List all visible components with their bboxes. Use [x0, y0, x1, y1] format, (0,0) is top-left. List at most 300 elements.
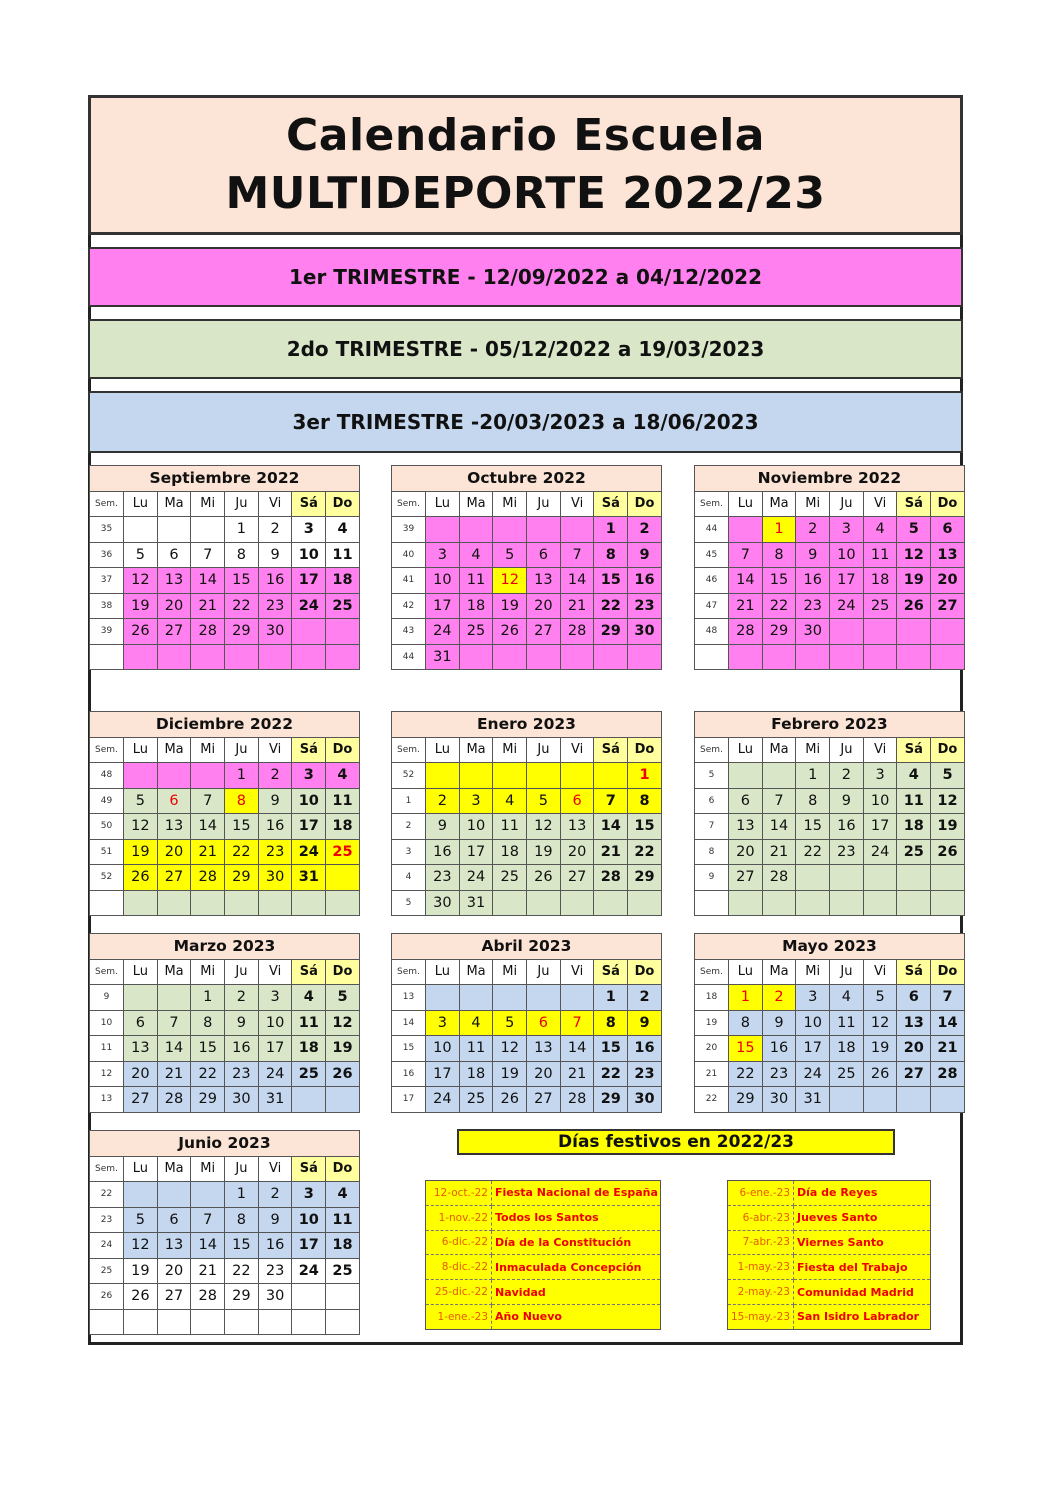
week-number: 19: [695, 1010, 729, 1036]
day-cell: 16: [258, 568, 292, 594]
week-number: 45: [695, 542, 729, 568]
month-title: Febrero 2023: [695, 712, 965, 738]
day-cell: 27: [527, 619, 561, 645]
day-cell: 9: [762, 1010, 796, 1036]
day-cell: [729, 890, 763, 916]
holidays-table-left: [425, 1180, 661, 1330]
day-cell: 27: [527, 1087, 561, 1113]
day-cell: 19: [863, 1036, 897, 1062]
week-number: 22: [90, 1182, 124, 1208]
day-cell: 24: [426, 619, 460, 645]
day-cell: 24: [459, 865, 493, 891]
week-row: [392, 890, 662, 916]
day-cell: 8: [225, 1207, 259, 1233]
day-cell: 14: [191, 1233, 225, 1259]
day-cell: 24: [292, 1258, 326, 1284]
day-cell: 8: [594, 542, 628, 568]
holiday-name: Fiesta Nacional de España: [492, 1181, 661, 1206]
day-cell: 15: [594, 568, 628, 594]
day-cell: 22: [191, 1061, 225, 1087]
day-cell: 22: [594, 1061, 628, 1087]
day-cell: 17: [459, 839, 493, 865]
day-cell: 17: [426, 1061, 460, 1087]
day-cell: 31: [796, 1087, 830, 1113]
day-cell: 29: [594, 619, 628, 645]
day-cell: [560, 517, 594, 543]
week-row: [695, 985, 965, 1011]
day-cell: 11: [493, 814, 527, 840]
week-row: [90, 593, 360, 619]
week-row: [90, 542, 360, 568]
day-cell: 10: [292, 788, 326, 814]
month-title: Marzo 2023: [90, 934, 360, 960]
day-cell: 18: [830, 1036, 864, 1062]
day-cell: [326, 1284, 360, 1310]
day-cell: 2: [426, 788, 460, 814]
day-cell: 7: [191, 788, 225, 814]
holiday-row: [426, 1280, 661, 1305]
week-row: [90, 890, 360, 916]
day-cell: [326, 865, 360, 891]
day-cell: 5: [863, 985, 897, 1011]
week-number: 47: [695, 593, 729, 619]
day-cell: 6: [729, 788, 763, 814]
holiday-name: Viernes Santo: [794, 1230, 931, 1255]
day-cell: 1: [796, 763, 830, 789]
weekday-header: Ju: [225, 959, 259, 985]
day-cell: [326, 619, 360, 645]
day-cell: 15: [225, 568, 259, 594]
week-number-header: Sem.: [695, 737, 729, 763]
day-cell: 13: [560, 814, 594, 840]
day-cell: [124, 517, 158, 543]
holiday-date: 7-abr.-23: [728, 1230, 794, 1255]
day-cell: 28: [157, 1087, 191, 1113]
day-cell: [326, 890, 360, 916]
day-cell: 22: [628, 839, 662, 865]
day-cell: 25: [292, 1061, 326, 1087]
day-cell: 26: [326, 1061, 360, 1087]
day-cell: 14: [191, 568, 225, 594]
day-cell: 29: [225, 1284, 259, 1310]
day-cell: 16: [762, 1036, 796, 1062]
day-cell: [157, 985, 191, 1011]
day-cell: 20: [560, 839, 594, 865]
day-cell: [863, 1087, 897, 1113]
day-cell: 27: [157, 1284, 191, 1310]
day-cell: 30: [258, 619, 292, 645]
day-cell: 10: [459, 814, 493, 840]
weekday-header: Ma: [459, 737, 493, 763]
day-cell: 30: [796, 619, 830, 645]
day-cell: [292, 644, 326, 670]
weekday-header: Ju: [830, 959, 864, 985]
day-cell: 4: [493, 788, 527, 814]
week-row: [392, 788, 662, 814]
day-cell: 21: [560, 593, 594, 619]
day-cell: 5: [493, 542, 527, 568]
weekday-header: Sá: [897, 959, 931, 985]
day-cell: 19: [897, 568, 931, 594]
day-cell: [326, 1309, 360, 1335]
day-cell: 16: [796, 568, 830, 594]
day-cell: 7: [560, 1010, 594, 1036]
day-cell: 23: [225, 1061, 259, 1087]
day-cell: [863, 890, 897, 916]
day-cell: 14: [560, 1036, 594, 1062]
day-cell: 23: [426, 865, 460, 891]
day-cell: 18: [326, 814, 360, 840]
day-cell: [527, 763, 561, 789]
day-cell: 29: [762, 619, 796, 645]
week-number: [90, 644, 124, 670]
day-cell: [225, 1309, 259, 1335]
week-number: 41: [392, 568, 426, 594]
week-row: [392, 593, 662, 619]
week-number: 11: [90, 1036, 124, 1062]
day-cell: 10: [796, 1010, 830, 1036]
day-cell: [124, 890, 158, 916]
day-cell: 21: [191, 593, 225, 619]
day-cell: 22: [729, 1061, 763, 1087]
holiday-name: San Isidro Labrador: [794, 1304, 931, 1329]
day-cell: 3: [796, 985, 830, 1011]
day-cell: 18: [493, 839, 527, 865]
weekday-header: Do: [931, 491, 965, 517]
day-cell: [863, 865, 897, 891]
week-row: [695, 1087, 965, 1113]
week-row: [90, 763, 360, 789]
week-number: 38: [90, 593, 124, 619]
day-cell: 19: [124, 593, 158, 619]
month-title: Octubre 2022: [392, 466, 662, 492]
weekday-header: Sá: [897, 737, 931, 763]
weekday-header: Ju: [527, 959, 561, 985]
day-cell: [863, 644, 897, 670]
weekday-header: Mi: [796, 737, 830, 763]
month-title: Mayo 2023: [695, 934, 965, 960]
day-cell: 11: [292, 1010, 326, 1036]
weekday-header: Do: [326, 1156, 360, 1182]
week-row: [695, 865, 965, 891]
day-cell: [594, 890, 628, 916]
day-cell: [560, 763, 594, 789]
day-cell: 11: [326, 788, 360, 814]
day-cell: 4: [459, 1010, 493, 1036]
day-cell: 10: [863, 788, 897, 814]
weekday-header: Ju: [830, 491, 864, 517]
week-number: 18: [695, 985, 729, 1011]
day-cell: 29: [225, 865, 259, 891]
day-cell: 8: [594, 1010, 628, 1036]
day-cell: 10: [426, 568, 460, 594]
day-cell: 14: [594, 814, 628, 840]
day-cell: 15: [729, 1036, 763, 1062]
week-number: 3: [392, 839, 426, 865]
day-cell: 11: [326, 542, 360, 568]
day-cell: [124, 644, 158, 670]
week-row: [90, 1233, 360, 1259]
day-cell: 15: [191, 1036, 225, 1062]
day-cell: 26: [931, 839, 965, 865]
weekday-header: Ma: [157, 491, 191, 517]
day-cell: 23: [258, 839, 292, 865]
day-cell: 9: [258, 788, 292, 814]
day-cell: 26: [493, 619, 527, 645]
day-cell: 5: [897, 517, 931, 543]
day-cell: 6: [157, 542, 191, 568]
weekday-header: Lu: [426, 737, 460, 763]
day-cell: [157, 1309, 191, 1335]
day-cell: 30: [426, 890, 460, 916]
day-cell: 7: [191, 1207, 225, 1233]
day-cell: 30: [225, 1087, 259, 1113]
day-cell: 22: [225, 593, 259, 619]
day-cell: [931, 890, 965, 916]
week-number: 44: [695, 517, 729, 543]
weekday-header: Sá: [292, 737, 326, 763]
day-cell: 28: [560, 619, 594, 645]
day-cell: 13: [931, 542, 965, 568]
holidays-table-right: [727, 1180, 931, 1330]
day-cell: 25: [326, 839, 360, 865]
day-cell: 4: [863, 517, 897, 543]
week-row: [392, 568, 662, 594]
weekday-header: Sá: [292, 491, 326, 517]
day-cell: 12: [493, 1036, 527, 1062]
day-cell: [292, 619, 326, 645]
weekday-header: Lu: [729, 491, 763, 517]
day-cell: 6: [527, 1010, 561, 1036]
day-cell: 1: [594, 985, 628, 1011]
weekday-header: Mi: [796, 959, 830, 985]
weekday-header: Vi: [560, 737, 594, 763]
day-cell: 12: [124, 814, 158, 840]
day-cell: 28: [191, 1284, 225, 1310]
day-cell: [729, 763, 763, 789]
day-cell: [326, 644, 360, 670]
month-title: Diciembre 2022: [90, 712, 360, 738]
day-cell: 11: [326, 1207, 360, 1233]
day-cell: [157, 517, 191, 543]
day-cell: [459, 763, 493, 789]
holiday-row: [728, 1205, 931, 1230]
day-cell: 17: [258, 1036, 292, 1062]
day-cell: 27: [931, 593, 965, 619]
weekday-header: Do: [326, 737, 360, 763]
holiday-date: 6-ene.-23: [728, 1181, 794, 1206]
week-row: [90, 1309, 360, 1335]
day-cell: [157, 763, 191, 789]
week-number: 6: [695, 788, 729, 814]
day-cell: 12: [326, 1010, 360, 1036]
trimester-3-banner: 3er TRIMESTRE -20/03/2023 a 18/06/2023: [88, 391, 963, 453]
week-number: 24: [90, 1233, 124, 1259]
day-cell: 28: [762, 865, 796, 891]
month-title: Noviembre 2022: [695, 466, 965, 492]
day-cell: 16: [628, 1036, 662, 1062]
day-cell: 10: [426, 1036, 460, 1062]
day-cell: 8: [796, 788, 830, 814]
day-cell: 13: [157, 568, 191, 594]
day-cell: 7: [762, 788, 796, 814]
holiday-name: Inmaculada Concepción: [492, 1255, 661, 1280]
day-cell: [897, 1087, 931, 1113]
day-cell: 6: [157, 1207, 191, 1233]
holiday-row: [728, 1255, 931, 1280]
weekday-header: Do: [326, 959, 360, 985]
day-cell: 3: [426, 542, 460, 568]
weekday-header: Ju: [225, 1156, 259, 1182]
week-row: [392, 763, 662, 789]
day-cell: 11: [830, 1010, 864, 1036]
week-number: 52: [392, 763, 426, 789]
week-number: 21: [695, 1061, 729, 1087]
day-cell: 12: [124, 1233, 158, 1259]
holiday-row: [728, 1304, 931, 1329]
day-cell: 21: [931, 1036, 965, 1062]
day-cell: 2: [796, 517, 830, 543]
day-cell: 18: [326, 568, 360, 594]
day-cell: 22: [225, 1258, 259, 1284]
week-number: 9: [90, 985, 124, 1011]
week-number: 9: [695, 865, 729, 891]
day-cell: [863, 619, 897, 645]
day-cell: 21: [191, 839, 225, 865]
weekday-header: Vi: [863, 491, 897, 517]
day-cell: [560, 644, 594, 670]
day-cell: [796, 644, 830, 670]
week-row: [90, 644, 360, 670]
day-cell: 9: [258, 542, 292, 568]
week-row: [90, 1207, 360, 1233]
week-row: [392, 1061, 662, 1087]
day-cell: [527, 985, 561, 1011]
day-cell: [830, 644, 864, 670]
day-cell: 23: [258, 1258, 292, 1284]
week-number: 5: [392, 890, 426, 916]
day-cell: [191, 517, 225, 543]
day-cell: [326, 1087, 360, 1113]
day-cell: 4: [326, 1182, 360, 1208]
day-cell: 31: [258, 1087, 292, 1113]
holiday-row: [426, 1255, 661, 1280]
day-cell: 4: [459, 542, 493, 568]
week-row: [90, 839, 360, 865]
day-cell: 17: [796, 1036, 830, 1062]
day-cell: [124, 763, 158, 789]
day-cell: 7: [594, 788, 628, 814]
day-cell: 23: [830, 839, 864, 865]
day-cell: 25: [863, 593, 897, 619]
day-cell: 23: [258, 593, 292, 619]
week-number: 17: [392, 1087, 426, 1113]
week-row: [90, 865, 360, 891]
weekday-header: Do: [628, 737, 662, 763]
day-cell: [830, 890, 864, 916]
month-calendar: [694, 711, 965, 916]
day-cell: 4: [292, 985, 326, 1011]
trimester-1-banner: 1er TRIMESTRE - 12/09/2022 a 04/12/2022: [88, 247, 963, 307]
day-cell: [897, 644, 931, 670]
month-calendar: [89, 465, 360, 670]
day-cell: 16: [426, 839, 460, 865]
day-cell: [459, 644, 493, 670]
weekday-header: Lu: [426, 959, 460, 985]
weekday-header: Sá: [292, 1156, 326, 1182]
day-cell: 27: [124, 1087, 158, 1113]
week-number: 14: [392, 1010, 426, 1036]
weekday-header: Do: [931, 959, 965, 985]
day-cell: 11: [459, 1036, 493, 1062]
holiday-name: Jueves Santo: [794, 1205, 931, 1230]
weekday-header: Vi: [258, 959, 292, 985]
day-cell: 2: [830, 763, 864, 789]
day-cell: 10: [830, 542, 864, 568]
week-number: 50: [90, 814, 124, 840]
week-row: [392, 517, 662, 543]
day-cell: 16: [258, 814, 292, 840]
week-row: [90, 1182, 360, 1208]
day-cell: 24: [830, 593, 864, 619]
week-number: 1: [392, 788, 426, 814]
day-cell: [527, 517, 561, 543]
day-cell: 8: [225, 542, 259, 568]
day-cell: [426, 763, 460, 789]
day-cell: 14: [191, 814, 225, 840]
day-cell: 6: [124, 1010, 158, 1036]
day-cell: 13: [157, 814, 191, 840]
week-number-header: Sem.: [695, 491, 729, 517]
day-cell: 5: [124, 542, 158, 568]
weekday-header: Mi: [191, 959, 225, 985]
week-row: [392, 1087, 662, 1113]
week-row: [695, 542, 965, 568]
day-cell: 23: [628, 1061, 662, 1087]
weekday-header: Ma: [157, 959, 191, 985]
day-cell: 7: [157, 1010, 191, 1036]
day-cell: 24: [863, 839, 897, 865]
day-cell: 21: [729, 593, 763, 619]
day-cell: 8: [225, 788, 259, 814]
holiday-row: [426, 1304, 661, 1329]
weekday-header: Mi: [191, 737, 225, 763]
holiday-date: 12-oct.-22: [426, 1181, 492, 1206]
week-row: [695, 644, 965, 670]
day-cell: 24: [292, 839, 326, 865]
day-cell: 20: [157, 593, 191, 619]
day-cell: 7: [560, 542, 594, 568]
week-number: 44: [392, 644, 426, 670]
day-cell: 3: [426, 1010, 460, 1036]
weekday-header: Do: [931, 737, 965, 763]
week-row: [695, 839, 965, 865]
day-cell: 1: [594, 517, 628, 543]
weekday-header: Ma: [157, 1156, 191, 1182]
week-number: 39: [90, 619, 124, 645]
day-cell: [191, 644, 225, 670]
week-number: [90, 1309, 124, 1335]
day-cell: 14: [157, 1036, 191, 1062]
day-cell: 29: [225, 619, 259, 645]
day-cell: 2: [258, 1182, 292, 1208]
day-cell: 6: [931, 517, 965, 543]
day-cell: 25: [897, 839, 931, 865]
month-calendar: [694, 465, 965, 670]
weekday-header: Lu: [729, 959, 763, 985]
month-title: Junio 2023: [90, 1131, 360, 1157]
month-calendar: [391, 933, 662, 1113]
